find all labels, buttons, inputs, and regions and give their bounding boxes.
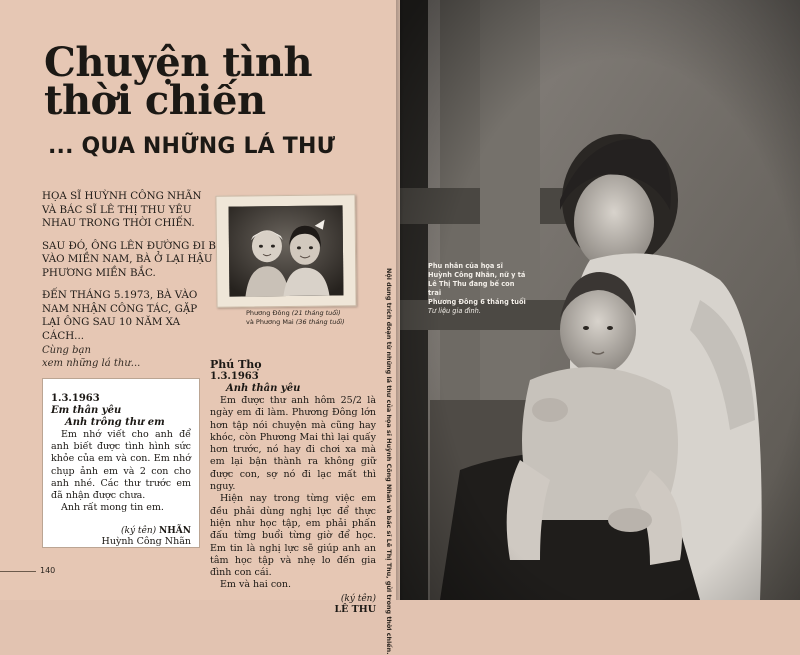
letter-2-date: 1.3.1963 bbox=[210, 371, 259, 382]
letter-1-sig-full: Huỳnh Công Nhãn bbox=[101, 536, 191, 548]
invite-line-1: Cùng bạn bbox=[42, 345, 91, 356]
letter-2-paragraph: Em được thư anh hôm 25/2 là ngày em đi làm. Phương Đông lớn hơn tập nói chuyện mà cũng hay khóc, còn Phương Mai thì lại quấy hơn trước, nó hay đi chơi xa mà em lại bận thành ra không giữ được con, sợ nó đi lạc mất thì nguy. bbox=[210, 395, 376, 493]
letter-2-paragraph: Em và hai con. bbox=[220, 579, 292, 591]
letter-2-greeting: Anh thân yêu bbox=[226, 383, 301, 394]
page-title bbox=[44, 39, 384, 124]
right-caption-line: Phu nhân của họa sĩ bbox=[428, 262, 503, 270]
letter-2-body bbox=[210, 395, 376, 592]
page-number: 140 bbox=[40, 566, 56, 575]
letter-1-greeting: Em thân yêu bbox=[51, 405, 122, 416]
letter-1-date: 1.3.1963 bbox=[51, 393, 100, 404]
right-caption-line: Huỳnh Công Nhãn, nữ y tá bbox=[428, 271, 526, 279]
letter-2-sig-name: LÊ THU bbox=[334, 603, 376, 615]
letter-1 bbox=[42, 378, 200, 548]
title-line-2: thời chiến bbox=[44, 77, 266, 124]
page-rule bbox=[0, 571, 36, 572]
caption-conj: và Phương Mai bbox=[246, 318, 294, 326]
children-photo-image bbox=[229, 205, 344, 296]
intro-paragraph: SAU ĐÓ, ÔNG LÊN ĐƯỜNG ĐI B VÀO MIỀN NAM, BÀ Ở LẠI HẬU PHƯƠNG MIỀN BẮC. bbox=[42, 239, 216, 279]
intro-paragraph: ĐẾN THÁNG 5.1973, BÀ VÀO NAM NHẬN CÔNG TÁC, GẶP LẠI ÔNG SAU 10 NĂM XA CÁCH... bbox=[42, 289, 198, 342]
caption-age-1: (21 tháng tuổi) bbox=[291, 309, 341, 317]
letter-2-sig-note: (ký tên) bbox=[340, 593, 376, 604]
letter-2-paragraph: Hiện nay trong từng việc em đều phải dùng nghị lực để thực hiện như học tập, em phải phấn đấu từng buổi từng giờ để học. Em tin là nghị lực sẽ giúp anh an tâm học tập và nhẹ lo đến gia đình con cái. bbox=[210, 493, 376, 579]
invite-text bbox=[42, 344, 172, 370]
letter-1-greeting-2: Anh trông thư em bbox=[65, 417, 165, 428]
caption-age-2: (36 tháng tuổi) bbox=[295, 318, 345, 326]
letter-1-sig-note: (ký tên) bbox=[121, 526, 157, 537]
caption-name-1: Phương Đông bbox=[246, 309, 290, 317]
right-caption-line: Lê Thị Thu đang bế con trai bbox=[428, 280, 515, 297]
letter-2-place: Phú Thọ bbox=[210, 358, 262, 371]
letter-1-sig-name: NHÃN bbox=[159, 526, 191, 537]
children-photo-frame bbox=[215, 194, 356, 307]
letter-2 bbox=[210, 358, 376, 615]
photo-caption bbox=[246, 309, 356, 327]
book-spine bbox=[396, 0, 404, 600]
right-caption-source: Tư liệu gia đình. bbox=[428, 307, 481, 315]
title-line-1: Chuyện tình bbox=[44, 39, 313, 86]
intro-text bbox=[42, 190, 217, 352]
page-subtitle: ... QUA NHỮNG LÁ THƯ bbox=[48, 134, 336, 159]
letter-1-paragraph: Anh rất mong tin em. bbox=[61, 502, 164, 514]
children-photo bbox=[229, 205, 344, 296]
intro-paragraph: HỌA SĨ HUỲNH CÔNG NHÃN VÀ BÁC SĨ LÊ THỊ THU YÊU NHAU TRONG THỜI CHIẾN. bbox=[42, 190, 202, 229]
letter-1-paragraph: Em nhớ viết cho anh để anh biết được tình hình sức khỏe của em và con. Em nhớ chụp ảnh em và 2 con cho anh nhé. Các thư trước em đã nhận được chưa. bbox=[51, 429, 191, 502]
vertical-caption-text: Nội dung trích đoạn từ những lá thư của họa sĩ Huỳnh Công Nhãn và bác sĩ Lê Thị Thu, gửi trong thời chiến. bbox=[385, 268, 393, 655]
right-caption-line: Phương Đông 6 tháng tuổi bbox=[428, 298, 526, 306]
invite-line-2: xem những lá thư... bbox=[42, 358, 141, 369]
vertical-caption bbox=[384, 268, 394, 655]
right-photo-caption bbox=[428, 262, 526, 316]
letter-1-body bbox=[51, 429, 191, 514]
